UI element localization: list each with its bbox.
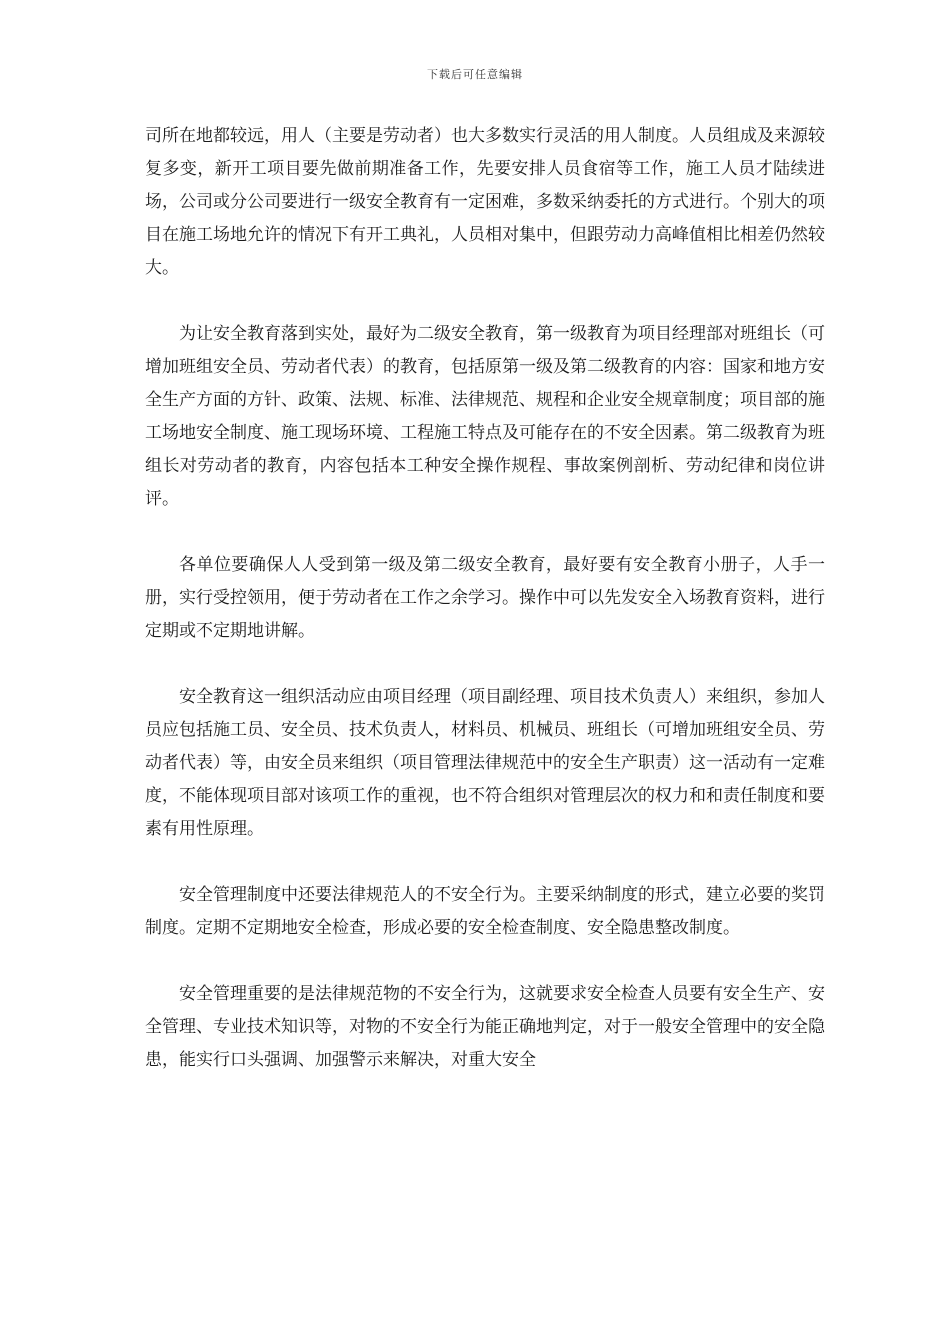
page-header: 下载后可任意编辑 <box>427 68 523 81</box>
paragraph-4: 安全教育这一组织活动应由项目经理（项目副经理、项目技术负责人）来组织，参加人员应包括施工员、安全员、技术负责人，材料员、机械员、班组长（可增加班组安全员、劳动者代表）等，由安全员来组织（项目管理法律规范中的安全生产职责）这一活动有一定难度，不能体现项目部对该项工作的重视，也不符合组织对管理层次的权力和和责任制度和要素有用性原理。 <box>145 687 825 839</box>
paragraph-1: 司所在地都较远，用人（主要是劳动者）也大多数实行灵活的用人制度。人员组成及来源较复多变，新开工项目要先做前期准备工作，先要安排人员食宿等工作，施工人员才陆续进场，公司或分公司要进行一级安全教育有一定困难，多数采纳委托的方式进行。个别大的项目在施工场地允许的情况下有开工典礼，人员相对集中，但跟劳动力高峰值相比相差仍然较大。 <box>145 126 825 278</box>
paragraph-3: 各单位要确保人人受到第一级及第二级安全教育，最好要有安全教育小册子，人手一册，实行受控领用，便于劳动者在工作之余学习。操作中可以先发安全入场教育资料，进行定期或不定期地讲解。 <box>145 555 825 641</box>
paragraph-6: 安全管理重要的是法律规范物的不安全行为，这就要求安全检查人员要有安全生产、安全管理、专业技术知识等，对物的不安全行为能正确地判定，对于一般安全管理中的安全隐患，能实行口头强调、加强警示来解决，对重大安全 <box>145 984 825 1070</box>
paragraph-2: 为让安全教育落到实处，最好为二级安全教育，第一级教育为项目经理部对班组长（可增加班组安全员、劳动者代表）的教育，包括原第一级及第二级教育的内容：国家和地方安全生产方面的方针、政策、法规、标准、法律规范、规程和企业安全规章制度；项目部的施工场地安全制度、施工现场环境、工程施工特点及可能存在的不安全因素。第二级教育为班组长对劳动者的教育，内容包括本工种安全操作规程、事故案例剖析、劳动纪律和岗位讲评。 <box>145 324 825 509</box>
paragraph-5: 安全管理制度中还要法律规范人的不安全行为。主要采纳制度的形式，建立必要的奖罚制度。定期不定期地安全检查，形成必要的安全检查制度、安全隐患整改制度。 <box>145 885 825 938</box>
document-body <box>145 120 825 1077</box>
